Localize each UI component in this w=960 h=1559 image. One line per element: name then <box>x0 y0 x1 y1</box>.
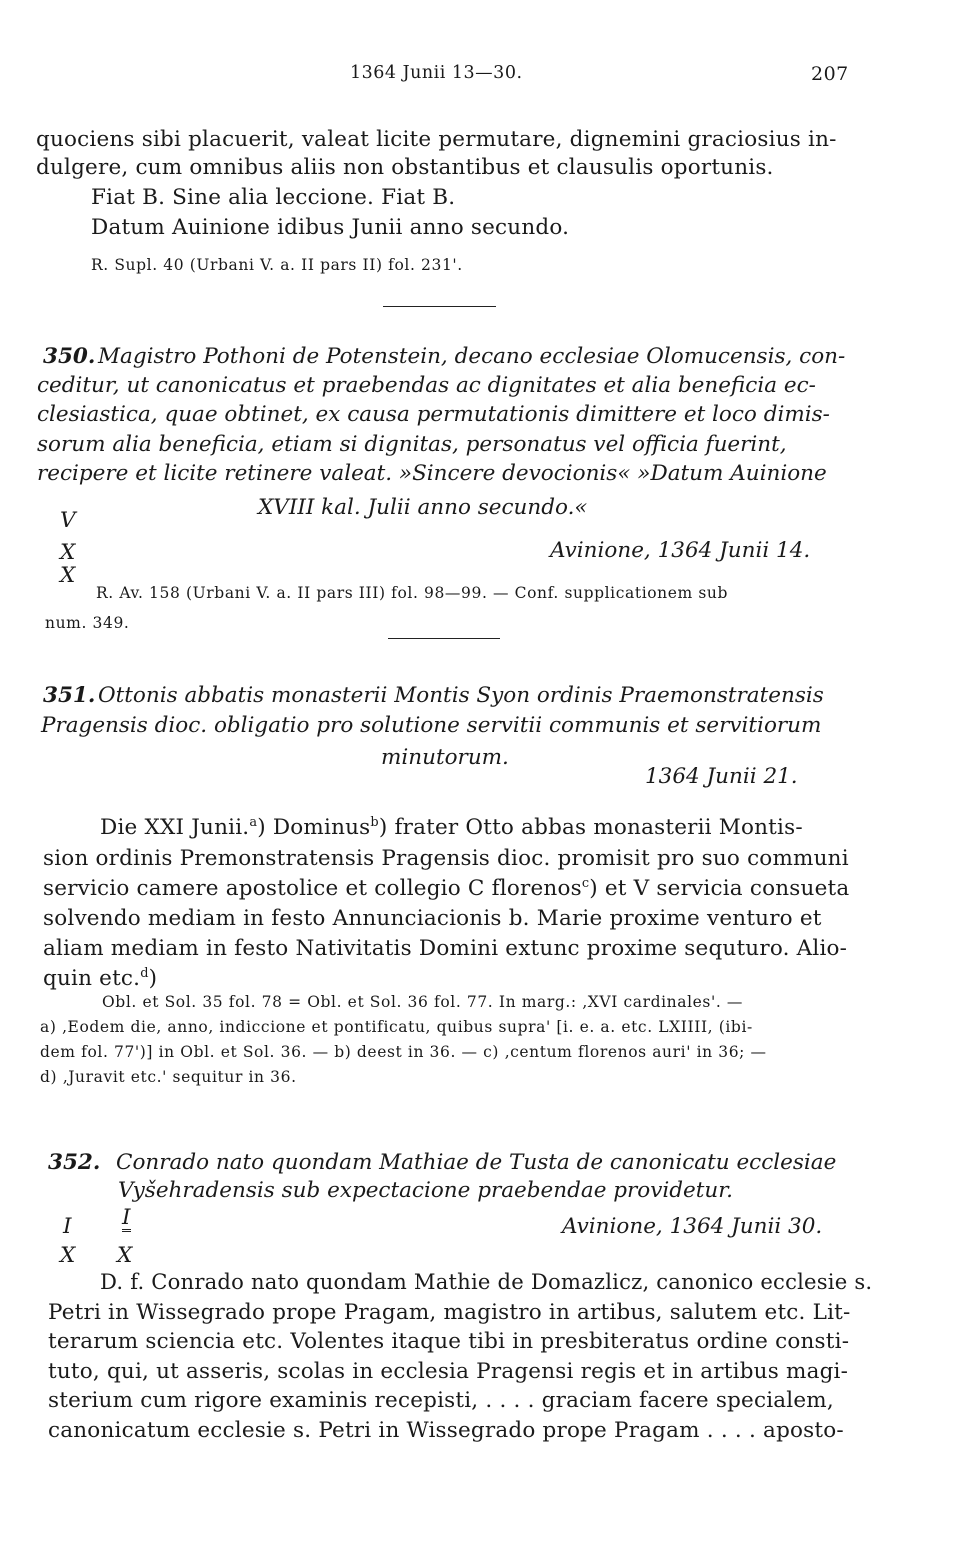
regest-line: XVIII kal. Julii anno secundo.« <box>258 495 588 520</box>
regest-line: clesiastica, quae obtinet, ex causa permutationis dimittere et loco dimis- <box>37 402 830 427</box>
text-line: Fiat B. Sine alia leccione. Fiat B. <box>91 185 456 210</box>
text-line: Petri in Wissegrado prope Pragam, magistro in artibus, salutem etc. Lit- <box>48 1300 851 1325</box>
margin-mark: X <box>60 563 76 588</box>
text-line: tuto, qui, ut asseris, scolas in ecclesia Pragensi regis et in artibus magi- <box>48 1359 849 1384</box>
section-divider <box>388 638 500 639</box>
text-line: quin etc.$^d$) <box>43 965 158 991</box>
page-number: 207 <box>811 63 849 85</box>
margin-mark: V <box>60 508 76 533</box>
place-date: Avinione, 1364 Junii 30. <box>562 1214 823 1239</box>
entry-number: 350. <box>43 344 96 369</box>
footnote-line: dem fol. 77')] in Obl. et Sol. 36. — b) deest in 36. — c) ‚centum florenos auri' in 36; — <box>40 1043 767 1061</box>
footnote-line: a) ‚Eodem die, anno, indiccione et pontificatu, quibus supra' [i. e. a. etc. LXIIII, (ibi- <box>40 1018 753 1036</box>
title-line: Pragensis dioc. obligatio pro solutione servitii communis et servitiorum <box>41 713 822 738</box>
margin-mark: I <box>63 1214 72 1239</box>
text-line: Die XXI Junii.$^a$) Dominus$^b$) frater Otto abbas monasterii Montis- <box>100 814 803 840</box>
margin-mark: X <box>117 1243 133 1268</box>
text-line: quociens sibi placuerit, valeat licite permutare, dignemini graciosius in- <box>36 127 837 152</box>
text-line: sion ordinis Premonstratensis Pragensis dioc. promisit pro suo communi <box>43 846 849 871</box>
title-line: Ottonis abbatis monasterii Montis Syon ordinis Praemonstratensis <box>98 683 824 708</box>
text-line: Datum Auinione idibus Junii anno secundo. <box>91 215 570 240</box>
regest-line: sorum alia beneficia, etiam si dignitas, personatus vel officia fuerint, <box>37 432 787 457</box>
source-citation: num. 349. <box>45 614 130 632</box>
regest-line: Magistro Pothoni de Potenstein, decano ecclesiae Olomucensis, con- <box>98 344 846 369</box>
text-line: terarum sciencia etc. Volentes itaque tibi in presbiteratus ordine consti- <box>48 1329 850 1354</box>
text-line: solvendo mediam in festo Annunciacionis b. Marie proxime venturo et <box>43 906 822 931</box>
entry-number: 351. <box>43 683 96 708</box>
title-line: Conrado nato quondam Mathiae de Tusta de canonicatu ecclesiae <box>116 1150 837 1175</box>
section-divider <box>383 306 496 307</box>
source-citation: R. Av. 158 (Urbani V. a. II pars III) fol. 98—99. — Conf. supplicationem sub <box>96 584 729 602</box>
footnote-line: d) ‚Juravit etc.' sequitur in 36. <box>40 1068 297 1086</box>
regest-line: ceditur, ut canonicatus et praebendas ac dignitates et alia beneficia ec- <box>37 373 816 398</box>
margin-mark: X <box>60 540 76 565</box>
title-line: Vyšehradensis sub expectacione praebendae providetur. <box>118 1178 733 1203</box>
text-line: canonicatum ecclesie s. Petri in Wissegrado prope Pragam . . . . aposto- <box>48 1418 844 1443</box>
place-date: Avinione, 1364 Junii 14. <box>550 538 811 563</box>
entry-number: 352. <box>48 1150 101 1175</box>
text-line: D. f. Conrado nato quondam Mathie de Domazlicz, canonico ecclesie s. <box>100 1270 873 1295</box>
text-line: aliam mediam in festo Nativitatis Domini extunc proxime sequturo. Alio- <box>43 936 848 961</box>
regest-line: recipere et licite retinere valeat. »Sincere devocionis« »Datum Auinione <box>37 461 827 486</box>
text-line: sterium cum rigore examinis recepisti, . . . . graciam facere specialem, <box>48 1388 834 1413</box>
title-line: minutorum. <box>381 745 509 770</box>
source-citation: R. Supl. 40 (Urbani V. a. II pars II) fol. 231'. <box>91 256 463 274</box>
running-title: 1364 Junii 13—30. <box>350 63 523 83</box>
text-line: servicio camere apostolice et collegio C florenos$^c$) et V servicia consueta <box>43 875 850 901</box>
footnote-line: Obl. et Sol. 35 fol. 78 = Obl. et Sol. 36 fol. 77. In marg.: ‚XVI cardinales'. — <box>102 993 743 1011</box>
margin-mark: I <box>122 1205 131 1230</box>
entry-date: 1364 Junii 21. <box>645 764 798 789</box>
text-line: dulgere, cum omnibus aliis non obstantibus et clausulis oportunis. <box>36 155 774 180</box>
margin-mark: X <box>60 1243 76 1268</box>
